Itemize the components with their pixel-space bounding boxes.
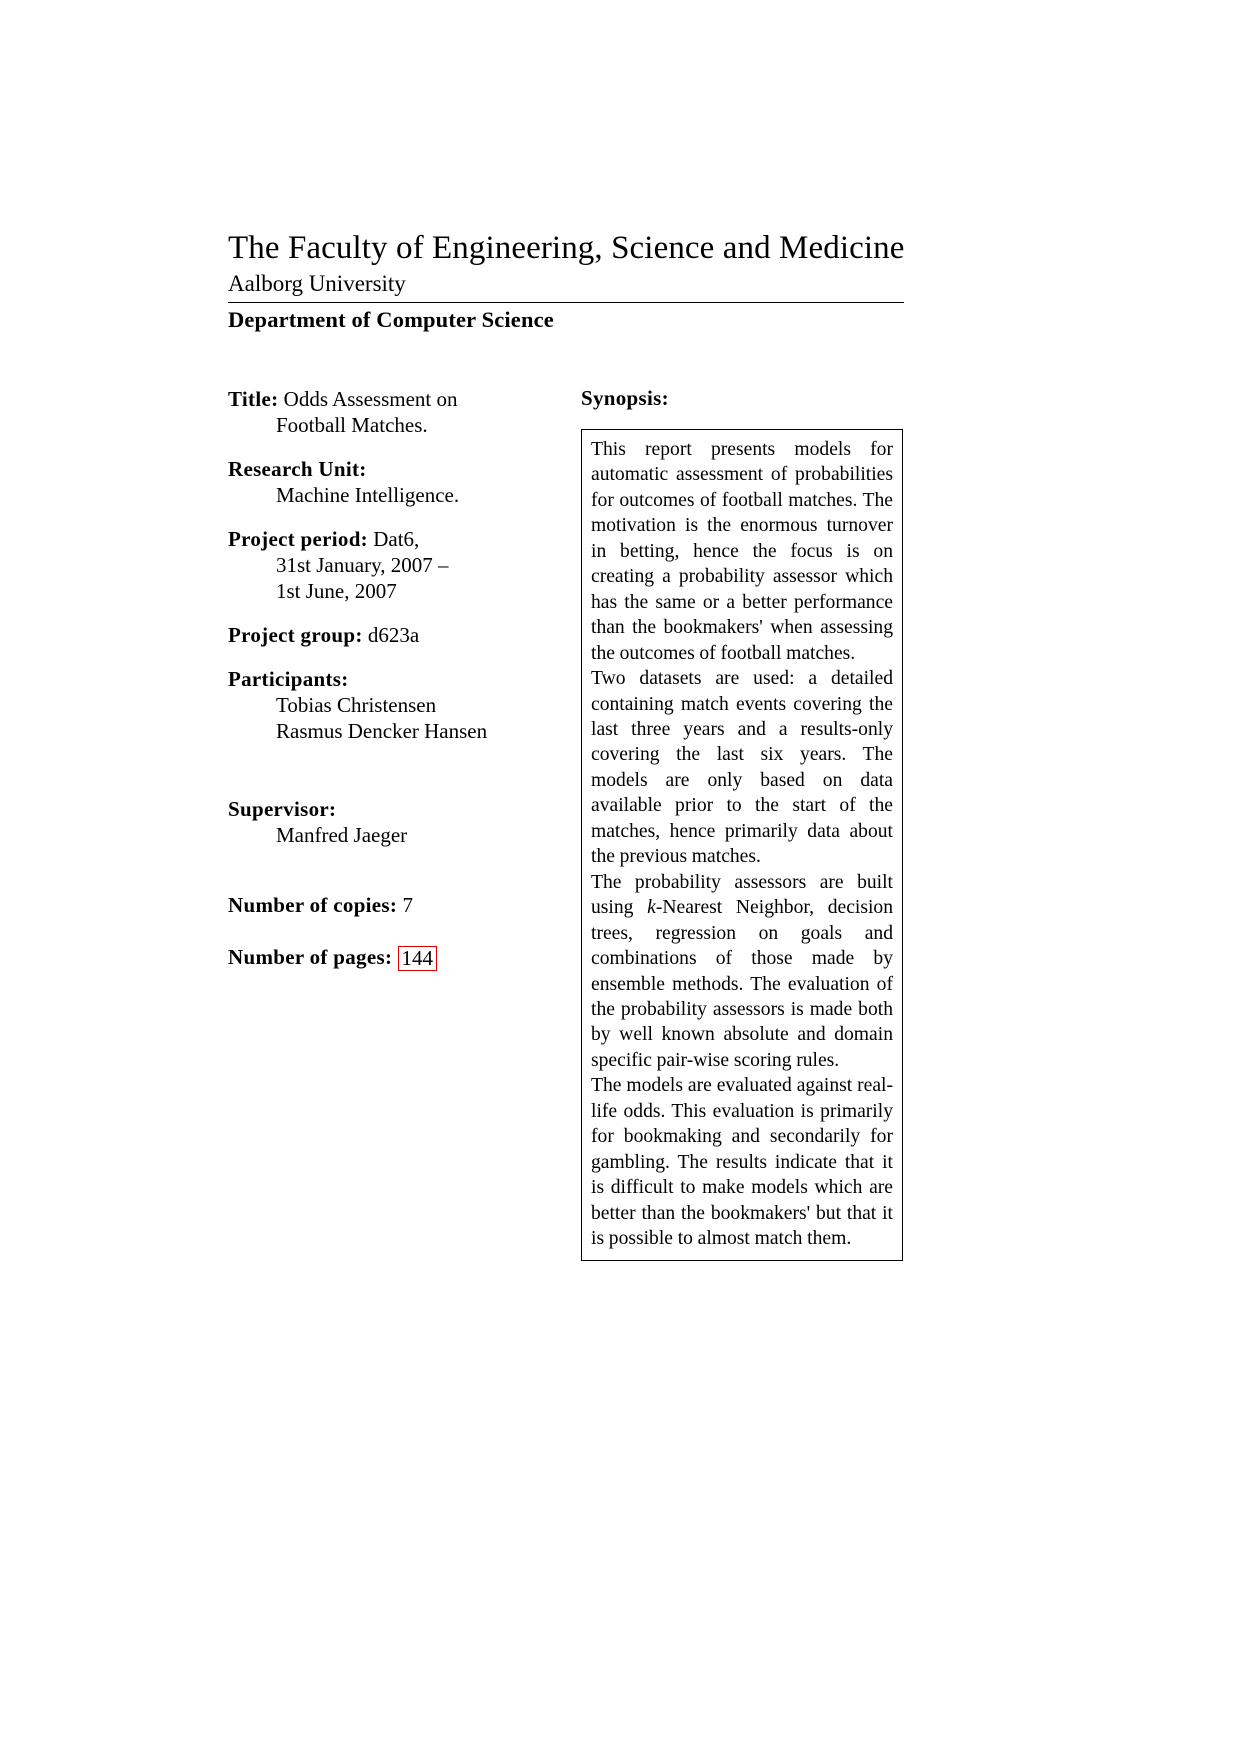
- project-period-end: 1st June, 2007: [276, 579, 397, 603]
- project-group-value: d623a: [367, 623, 420, 647]
- title-value: Odds Assessment on: [283, 387, 458, 411]
- participants-label: Participants:: [228, 667, 349, 691]
- pages-value-link[interactable]: 144: [398, 946, 438, 971]
- project-period-value: Dat6,: [373, 527, 420, 551]
- metadata-copies: [228, 892, 548, 918]
- pages-label: Number of pages:: [228, 945, 393, 969]
- synopsis-text-pre: The probability assessors are built using: [591, 871, 893, 919]
- title-value-continued: Football Matches.: [276, 413, 428, 437]
- participant-name: Rasmus Dencker Hansen: [276, 719, 488, 743]
- faculty-title: The Faculty of Engineering, Science and Medicine: [228, 230, 905, 266]
- metadata-supervisor: [228, 796, 548, 848]
- header-divider: [228, 302, 904, 303]
- supervisor-value: Manfred Jaeger: [276, 823, 408, 847]
- title-label: Title:: [228, 387, 279, 411]
- synopsis-box: [581, 429, 903, 1261]
- metadata-project-group: [228, 622, 548, 648]
- synopsis-column: [581, 386, 903, 1261]
- research-unit-label: Research Unit:: [228, 457, 367, 481]
- knn-variable-italic: k: [647, 897, 656, 919]
- synopsis-text-post: -Nearest Neighbor, decision trees, regression on goals and combinations of those made by ensemble methods. The evaluation of the probability assessors is made both by well known absolute and domain specific pair-wise scoring rules.: [591, 897, 893, 1071]
- department-name: Department of Computer Science: [228, 307, 554, 332]
- metadata-project-period: [228, 526, 548, 604]
- university-name: Aalborg University: [228, 271, 406, 296]
- synopsis-label: Synopsis:: [581, 386, 669, 410]
- synopsis-paragraph: This report presents models for automatic assessment of probabilities for outcomes of football matches. The motivation is the enormous turnover in betting, hence the focus is on creating a probability assessor which has the same or a better performance than the bookmakers' when assessing the outcomes of football matches.: [591, 439, 893, 664]
- metadata-research-unit: [228, 456, 548, 508]
- page-header: [228, 228, 904, 334]
- metadata-pages: [228, 944, 548, 970]
- research-unit-value: Machine Intelligence.: [276, 483, 460, 507]
- project-period-label: Project period:: [228, 527, 368, 551]
- copies-value: 7: [402, 893, 413, 917]
- synopsis-paragraph: [591, 870, 893, 1074]
- synopsis-paragraph: Two datasets are used: a detailed containing match events covering the last three years and a results-only covering the last six years. The models are only based on data available prior to the start of the matches, hence primarily data about the previous matches.: [591, 668, 893, 868]
- supervisor-label: Supervisor:: [228, 797, 337, 821]
- project-period-start: 31st January, 2007 –: [276, 553, 449, 577]
- metadata-column: [228, 386, 548, 970]
- metadata-title: [228, 386, 548, 438]
- synopsis-paragraph: The models are evaluated against real-life odds. This evaluation is primarily for bookmaking and secondarily for gambling. The results indicate that it is difficult to make models which are better than the bookmakers' but that it is possible to almost match them.: [591, 1075, 893, 1250]
- participant-name: Tobias Christensen: [276, 693, 437, 717]
- metadata-participants: [228, 666, 548, 744]
- project-group-label: Project group:: [228, 623, 363, 647]
- copies-label: Number of copies:: [228, 893, 398, 917]
